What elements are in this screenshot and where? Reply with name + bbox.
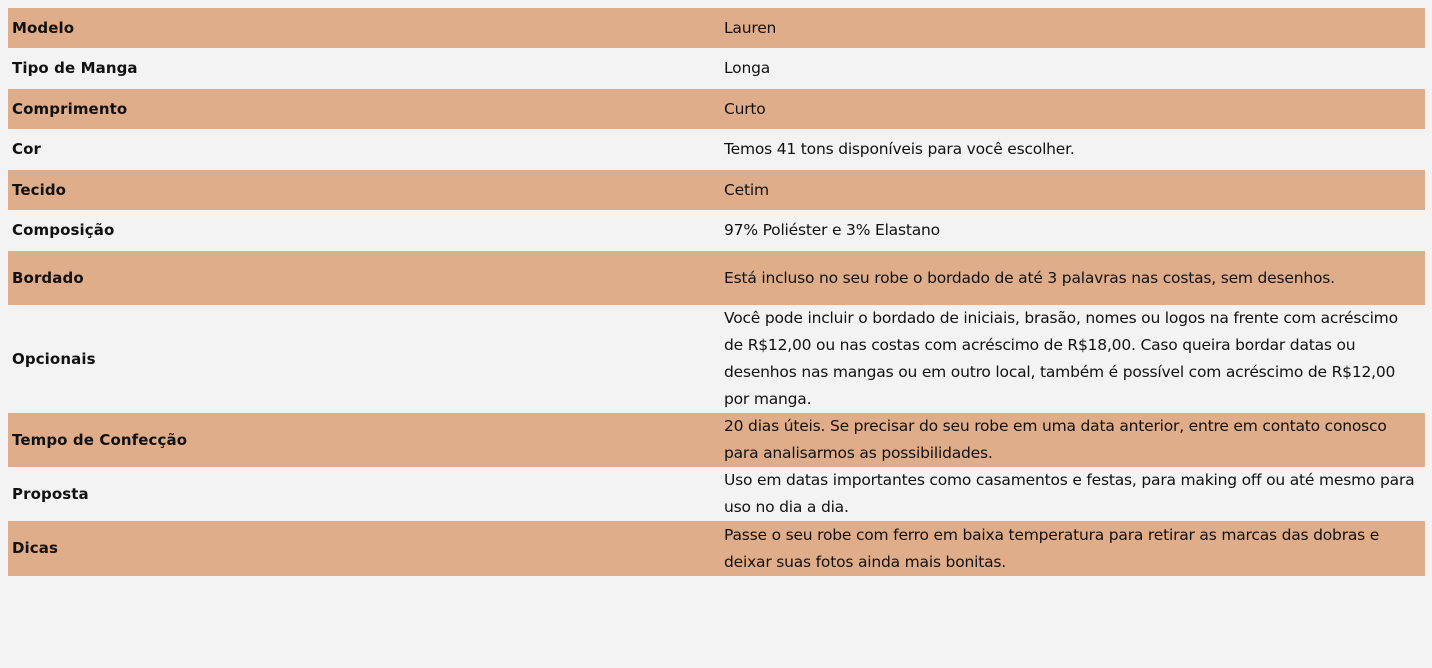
spec-row-dicas bbox=[8, 521, 1425, 576]
spec-label: Comprimento bbox=[8, 89, 720, 129]
spec-value: Está incluso no seu robe o bordado de até 3 palavras nas costas, sem desenhos. bbox=[720, 251, 1425, 305]
spec-label: Proposta bbox=[8, 467, 720, 521]
spec-row-tipo-de-manga bbox=[8, 48, 1425, 89]
spec-label: Bordado bbox=[8, 251, 720, 305]
spec-label: Dicas bbox=[8, 521, 720, 576]
spec-value: Curto bbox=[720, 89, 1425, 129]
spec-row-comprimento bbox=[8, 89, 1425, 129]
spec-value: 97% Poliéster e 3% Elastano bbox=[720, 210, 1425, 251]
spec-row-tecido bbox=[8, 170, 1425, 210]
spec-row-tempo-de-confeccao bbox=[8, 413, 1425, 467]
product-spec-table bbox=[8, 8, 1425, 576]
spec-value: 20 dias úteis. Se precisar do seu robe em uma data anterior, entre em contato conosco para analisarmos as possibilidades. bbox=[720, 413, 1425, 467]
spec-label: Tempo de Confecção bbox=[8, 413, 720, 467]
spec-value: Passe o seu robe com ferro em baixa temperatura para retirar as marcas das dobras e deixar suas fotos ainda mais bonitas. bbox=[720, 521, 1425, 576]
spec-label: Composição bbox=[8, 210, 720, 251]
spec-value: Uso em datas importantes como casamentos e festas, para making off ou até mesmo para uso no dia a dia. bbox=[720, 467, 1425, 521]
spec-row-proposta bbox=[8, 467, 1425, 521]
spec-label: Tipo de Manga bbox=[8, 48, 720, 89]
spec-value: Lauren bbox=[720, 8, 1425, 48]
spec-row-opcionais bbox=[8, 305, 1425, 413]
spec-row-cor bbox=[8, 129, 1425, 170]
spec-value: Temos 41 tons disponíveis para você escolher. bbox=[720, 129, 1425, 170]
spec-row-modelo bbox=[8, 8, 1425, 48]
spec-value: Cetim bbox=[720, 170, 1425, 210]
spec-label: Opcionais bbox=[8, 305, 720, 413]
spec-value: Longa bbox=[720, 48, 1425, 89]
spec-value: Você pode incluir o bordado de iniciais, brasão, nomes ou logos na frente com acréscimo de R$12,00 ou nas costas com acréscimo de R$18,00. Caso queira bordar datas ou desenhos nas mangas ou em outro local, também é possível com acréscimo de R$12,00 por manga. bbox=[720, 305, 1425, 413]
spec-label: Modelo bbox=[8, 8, 720, 48]
spec-row-bordado bbox=[8, 251, 1425, 305]
spec-label: Cor bbox=[8, 129, 720, 170]
spec-label: Tecido bbox=[8, 170, 720, 210]
spec-row-composicao bbox=[8, 210, 1425, 251]
